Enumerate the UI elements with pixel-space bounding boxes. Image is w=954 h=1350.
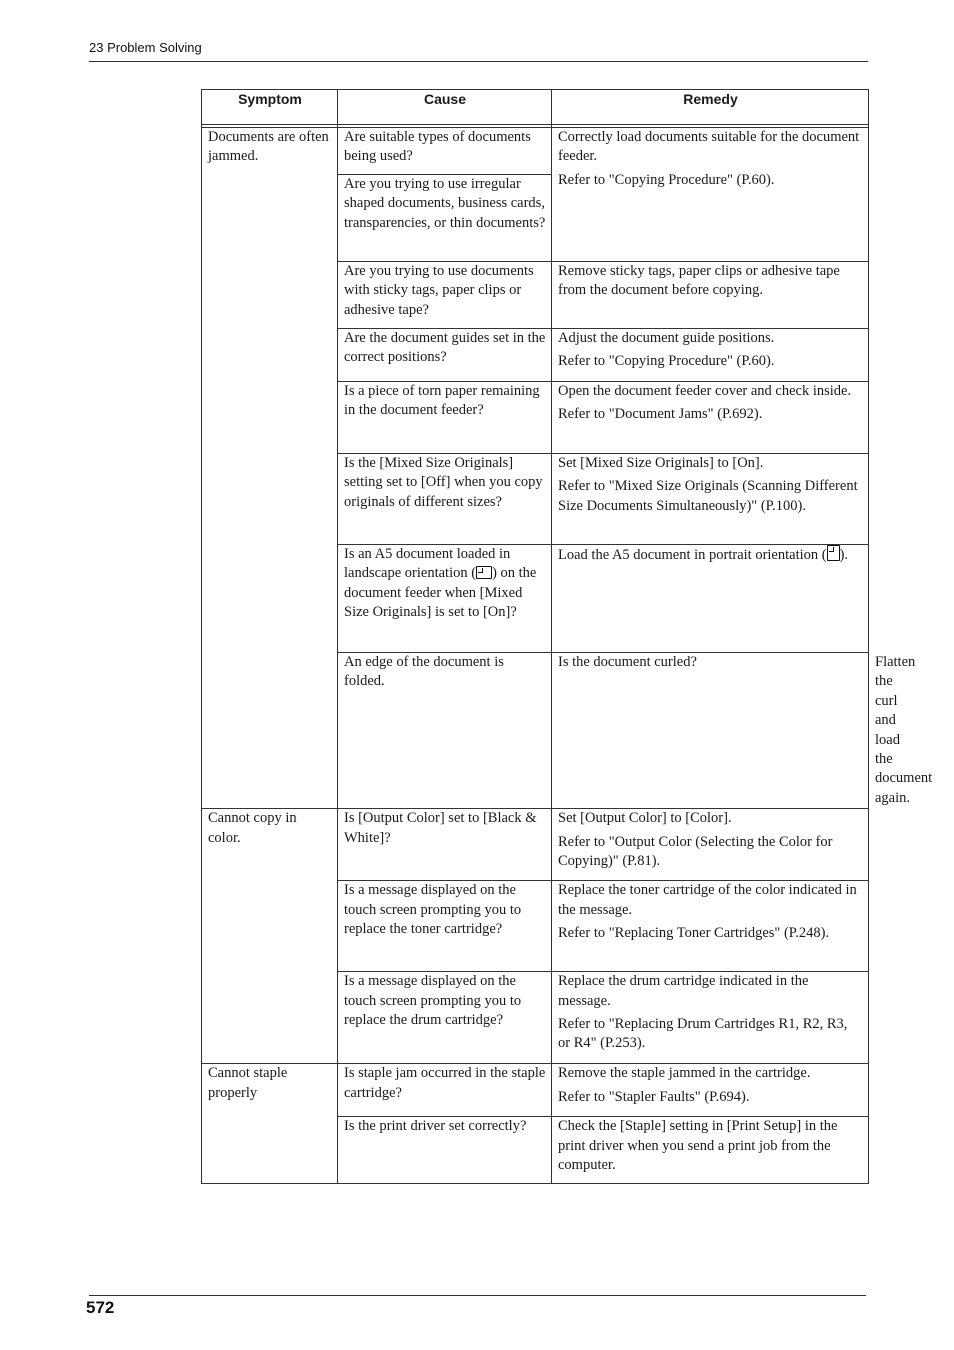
cause-cell: Are you trying to use documents with sticky tags, paper clips or adhesive tape? — [338, 262, 552, 329]
table-header-row — [202, 90, 869, 125]
cause-cell: Is a piece of torn paper remaining in the document feeder? — [338, 382, 552, 454]
remedy-cell: Load the A5 document in portrait orientation ( ). — [552, 545, 869, 653]
symptom-cell: Cannot copy in color. — [202, 809, 338, 1064]
remedy-cell: Set [Output Color] to [Color]. Refer to "Output Color (Selecting the Color for Copying)" (P.81). — [552, 809, 869, 881]
remedy-cell: Replace the toner cartridge of the color indicated in the message. Refer to "Replacing Toner Cartridges" (P.248). — [552, 881, 869, 972]
remedy-header: Remedy — [552, 90, 869, 125]
cause-cell: Is the print driver set correctly? — [338, 1117, 552, 1184]
header-rule — [89, 61, 868, 62]
table-row — [202, 128, 869, 175]
footer-rule — [89, 1295, 866, 1296]
table-row — [202, 809, 869, 881]
cause-cell: Are you trying to use irregular shaped documents, business cards, transparencies, or thin documents? — [338, 175, 552, 262]
cause-cell: Is staple jam occurred in the staple cartridge? — [338, 1064, 552, 1117]
cause-cell: Is a message displayed on the touch screen prompting you to replace the toner cartridge? — [338, 881, 552, 972]
cause-cell: Is [Output Color] set to [Black & White]? — [338, 809, 552, 881]
cause-cell: Are the document guides set in the correct positions? — [338, 329, 552, 382]
remedy-cell: Remove sticky tags, paper clips or adhesive tape from the document before copying. — [552, 262, 869, 329]
symptom-cell: An edge of the document is folded. — [338, 653, 552, 809]
remedy-cell: Check the [Staple] setting in [Print Setup] in the print driver when you send a print job from the computer. — [552, 1117, 869, 1184]
remedy-cell: Set [Mixed Size Originals] to [On]. Refer to "Mixed Size Originals (Scanning Different Size Documents Simultaneously)" (P.100). — [552, 454, 869, 545]
running-head: 23 Problem Solving — [89, 40, 202, 55]
portrait-orientation-icon — [827, 545, 840, 561]
cause-cell: Is an A5 document loaded in landscape orientation ( ) on the document feeder when [Mixed Size Originals] is set to [On]? — [338, 545, 552, 653]
remedy-cell: Correctly load documents suitable for the document feeder. Refer to "Copying Procedure" (P.60). — [552, 128, 869, 262]
remedy-cell: Adjust the document guide positions. Refer to "Copying Procedure" (P.60). — [552, 329, 869, 382]
remedy-cell: Open the document feeder cover and check inside. Refer to "Document Jams" (P.692). — [552, 382, 869, 454]
landscape-orientation-icon — [476, 566, 492, 579]
symptom-cell: Documents are often jammed. — [202, 128, 338, 809]
cause-cell: Is a message displayed on the touch screen prompting you to replace the drum cartridge? — [338, 972, 552, 1064]
remedy-cell: Remove the staple jammed in the cartridge. Refer to "Stapler Faults" (P.694). — [552, 1064, 869, 1117]
page-number: 572 — [86, 1298, 115, 1317]
cause-cell: Are suitable types of documents being used? — [338, 128, 552, 175]
symptom-header: Symptom — [202, 90, 338, 125]
cause-cell: Is the document curled? — [552, 653, 869, 809]
cause-cell: Is the [Mixed Size Originals] setting set to [Off] when you copy originals of different sizes? — [338, 454, 552, 545]
remedy-cell: Replace the drum cartridge indicated in the message. Refer to "Replacing Drum Cartridges R1, R2, R3, or R4" (P.253). — [552, 972, 869, 1064]
table-row — [202, 1064, 869, 1117]
table-row: An edge of the document is folded. Is the document curled? Flatten the curl and load the document again. — [202, 653, 869, 809]
symptom-cell: Cannot staple properly — [202, 1064, 338, 1184]
troubleshooting-table — [201, 89, 933, 1184]
cause-header: Cause — [338, 90, 552, 125]
